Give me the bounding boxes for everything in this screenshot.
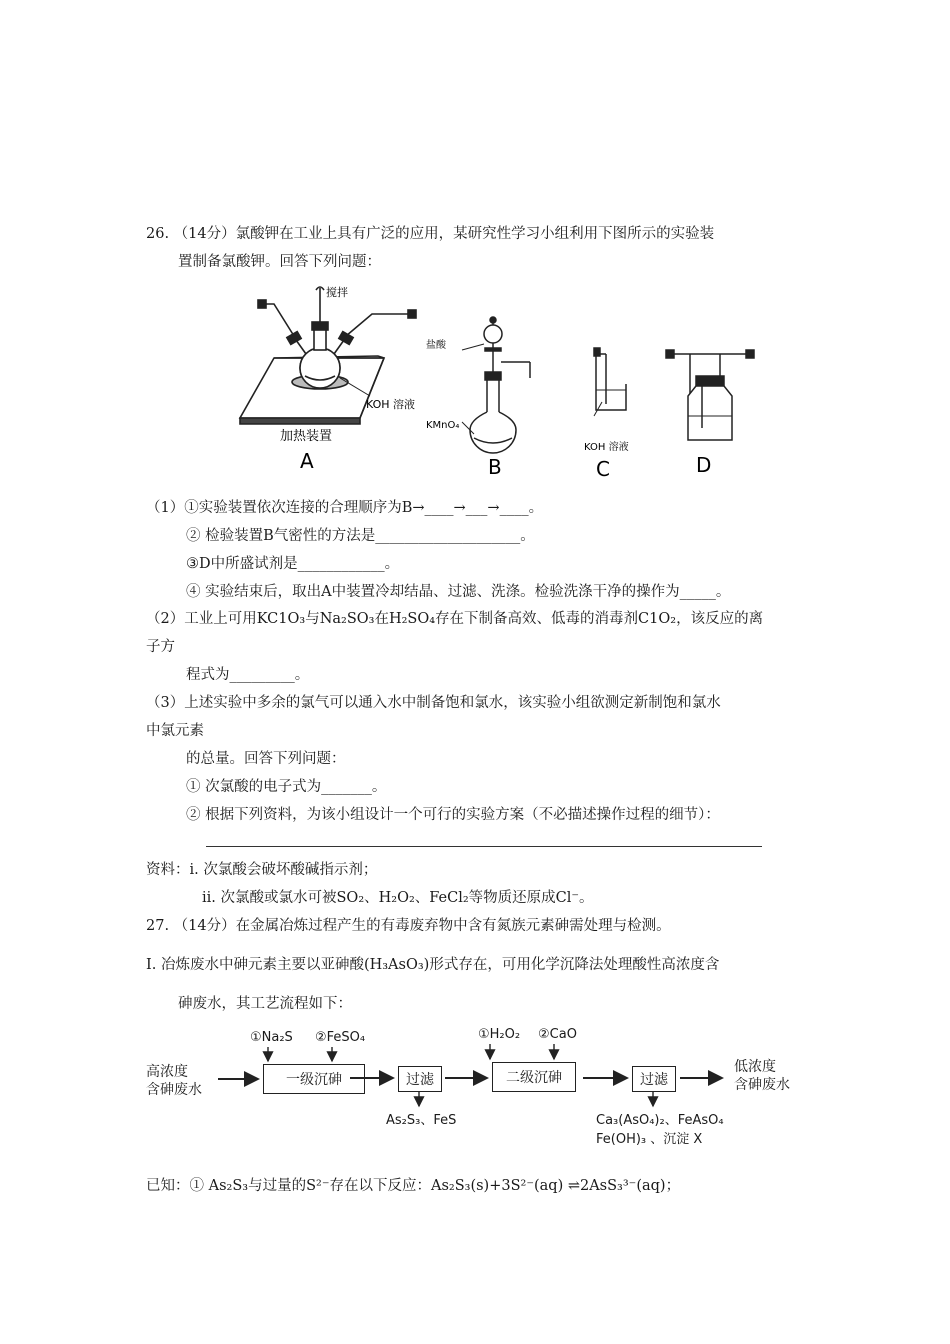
q26-part3-2: 中氯元素 [146, 723, 204, 739]
flow-precip-2b: Fe(OH)₃ 、沉淀 X [596, 1132, 703, 1147]
q26-part1-1: （1）①实验装置依次连接的合理顺序为B→____→___→____。 [146, 500, 544, 516]
koh-label-a: KOH 溶液 [366, 398, 416, 411]
flow-output-2: 含砷废水 [734, 1077, 790, 1093]
q26-part1-4: ④ 实验结束后，取出A中装置冷却结晶、过滤、洗涤。检验洗涤干净的操作为_____。 [186, 584, 731, 600]
letter-c: C [596, 457, 610, 481]
flow-step-1-label: 一级沉砷 [286, 1072, 342, 1088]
q27-known: 已知：① As₂S₃与过量的S²⁻存在以下反应：As₂S₃(s)+3S²⁻(aq) ⇌2AsS₃³⁻(aq)； [146, 1178, 681, 1194]
stir-label: 搅拌 [326, 286, 348, 299]
flow-precip-1: As₂S₃、FeS [386, 1113, 457, 1128]
hcl-label: 盐酸 [426, 340, 446, 351]
flow-output-1: 低浓度 [734, 1059, 776, 1075]
koh-label-c: KOH 溶液 [584, 442, 629, 453]
q27-line2: I. 冶炼废水中砷元素主要以亚砷酸(H₃AsO₃)形式存在，可用化学沉降法处理酸性高浓度含 [146, 957, 720, 973]
q26-part1-3: ③D中所盛试剂是____________。 [186, 556, 400, 572]
q27-line1: 27. （14分）在金属冶炼过程产生的有毒废弃物中含有氮族元素砷需处理与检测。 [146, 918, 671, 934]
flow-input-1: 高浓度 [146, 1064, 188, 1080]
reference-2: ⅱ. 次氯酸或氯水可被SO₂、H₂O₂、FeCl₂等物质还原成Cl⁻。 [202, 890, 594, 906]
letter-d: D [696, 453, 712, 477]
q26-part2-2: 子方 [146, 639, 175, 655]
flow-reagent-1b: ②FeSO₄ [315, 1030, 366, 1045]
letter-b: B [488, 455, 502, 479]
q26-line2: 置制备氯酸钾。回答下列问题： [178, 254, 381, 270]
reference-1: 资料：ⅰ. 次氯酸会破坏酸碱指示剂； [146, 862, 378, 878]
flow-precip-2a: Ca₃(AsO₄)₂、FeAsO₄ [596, 1113, 724, 1128]
q26-line1: 26. （14分）氯酸钾在工业上具有广泛的应用，某研究性学习小组利用下图所示的实验装 [146, 226, 715, 242]
q26-part3-5: ② 根据下列资料，为该小组设计一个可行的实验方案（不必描述操作过程的细节）： [186, 807, 720, 823]
q26-part2-1: （2）工业上可用KC1O₃与Na₂SO₃在H₂SO₄存在下制备高效、低毒的消毒剂C1O₂，该反应的离 [146, 611, 764, 627]
flow-reagent-1a: ①Na₂S [250, 1030, 293, 1045]
q26-part2-3: 程式为_________。 [186, 667, 310, 683]
q27-line3: 砷废水，其工艺流程如下： [178, 996, 352, 1012]
flow-input-2: 含砷废水 [146, 1082, 202, 1098]
heat-label: 加热装置 [280, 429, 333, 444]
q26-part3-4: ① 次氯酸的电子式为_______。 [186, 779, 387, 795]
flow-filter-1-label: 过滤 [406, 1072, 434, 1088]
flow-reagent-2a: ①H₂O₂ [478, 1027, 521, 1042]
kmno4-label: KMnO₄ [426, 420, 460, 431]
q26-part1-2: ② 检验装置B气密性的方法是____________________。 [186, 528, 535, 544]
q26-part3-1: （3）上述实验中多余的氯气可以通入水中制备饱和氯水，该实验小组欲测定新制饱和氯水 [146, 695, 721, 711]
flow-reagent-2b: ②CaO [538, 1027, 577, 1042]
letter-a: A [300, 449, 314, 473]
flow-filter-2-label: 过滤 [640, 1072, 668, 1088]
flow-step-2-label: 二级沉砷 [506, 1070, 562, 1086]
q26-part3-3: 的总量。回答下列问题： [186, 751, 346, 767]
